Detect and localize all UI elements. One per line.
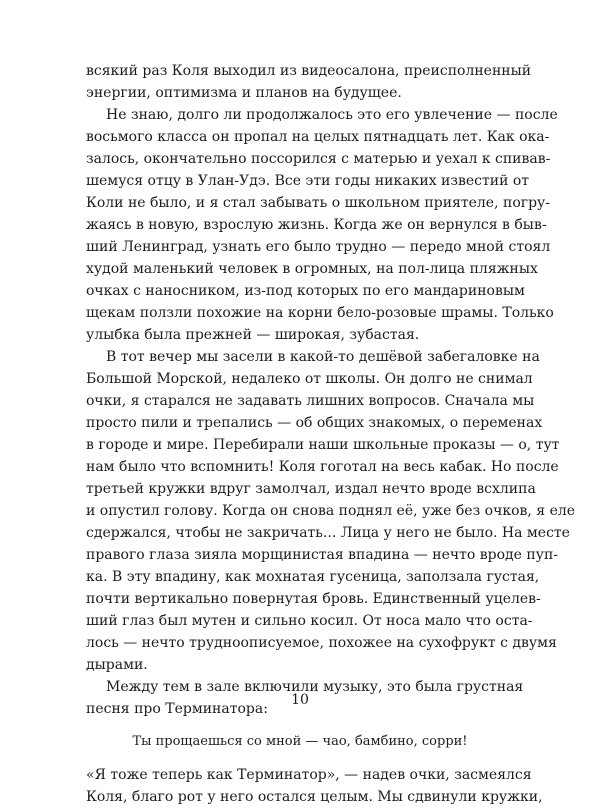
- text-line: очки, я старался не задавать лишних вопросов. Сначала мы: [86, 393, 535, 409]
- paragraph-first-line: Между тем в зале включили музыку, это была грустная: [106, 679, 524, 695]
- paragraph-first-line: В тот вечер мы засели в какой-то дешёвой забегаловке на: [106, 349, 540, 365]
- text-line: сдержался, чтобы не закричать... Лица у него не было. На месте: [86, 525, 570, 541]
- text-line: третьей кружки вдруг замолчал, издал нечто вроде всхлипа: [86, 481, 536, 497]
- text-line: дырами.: [86, 657, 148, 673]
- text-line: всякий раз Коля выходил из видеосалона, преисполненный: [86, 63, 532, 79]
- text-line: просто пили и трепались — об общих знакомых, о переменах: [86, 415, 543, 431]
- text-line: в городе и мире. Перебирали наши школьные проказы — о, тут: [86, 437, 560, 453]
- paragraph-first-line: Не знаю, долго ли продолжалось это его увлечение — после: [106, 107, 558, 123]
- text-line: очках с наносником, из-под которых по его мандариновым: [86, 283, 525, 299]
- text-line: ший глаз был мутен и сильно косил. От носа мало что оста-: [86, 613, 533, 629]
- text-line: улыбка была прежней — широкая, зубастая.: [86, 327, 420, 343]
- text-line: худой маленький человек в огромных, на пол-лица пляжных: [86, 261, 538, 277]
- text-line: Коли не было, и я стал забывать о школьном приятеле, погру-: [86, 195, 551, 211]
- text-line: залось, окончательно поссорился с матерью и уехал к спивав-: [86, 151, 551, 167]
- text-line: нам было что вспомнить! Коля гоготал на весь кабак. Но после: [86, 459, 559, 475]
- text-line: Большой Морской, недалеко от школы. Он долго не снимал: [86, 371, 533, 387]
- song-quote: Ты прощаешься со мной — чао, бамбино, сорри!: [132, 734, 468, 749]
- text-line: песня про Терминатора:: [86, 701, 268, 717]
- page-number: 10: [291, 692, 309, 708]
- text-line: ший Ленинград, узнать его было трудно — передо мной стоял: [86, 239, 551, 255]
- text-line: и опустил голову. Когда он снова поднял её, уже без очков, я еле: [86, 503, 576, 519]
- text-line: ка. В эту впадину, как мохнатая гусеница, заползала густая,: [86, 569, 540, 585]
- text-line: шемуся отцу в Улан-Удэ. Все эти годы никаких известий от: [86, 173, 530, 189]
- text-line: почти вертикально повернутая бровь. Единственный уцелев-: [86, 591, 541, 607]
- text-line: Коля, благо рот у него остался целым. Мы сдвинули кружки,: [86, 789, 543, 805]
- paragraph-first-line: «Я тоже теперь как Терминатор», — надев очки, засмеялся: [86, 767, 532, 783]
- text-line: правого глаза зияла морщинистая впадина — нечто вроде пуп-: [86, 547, 559, 563]
- text-line: жаясь в новую, взрослую жизнь. Когда же он вернулся в быв-: [86, 217, 547, 233]
- text-line: энергии, оптимизма и планов на будущее.: [86, 85, 402, 101]
- text-line: восьмого класса он пропал на целых пятнадцать лет. Как ока-: [86, 129, 550, 145]
- text-line: щекам ползли похожие на корни бело-розовые шрамы. Только: [86, 305, 554, 321]
- text-line: лось — нечто трудноописуемое, похожее на сухофрукт с двумя: [86, 635, 557, 651]
